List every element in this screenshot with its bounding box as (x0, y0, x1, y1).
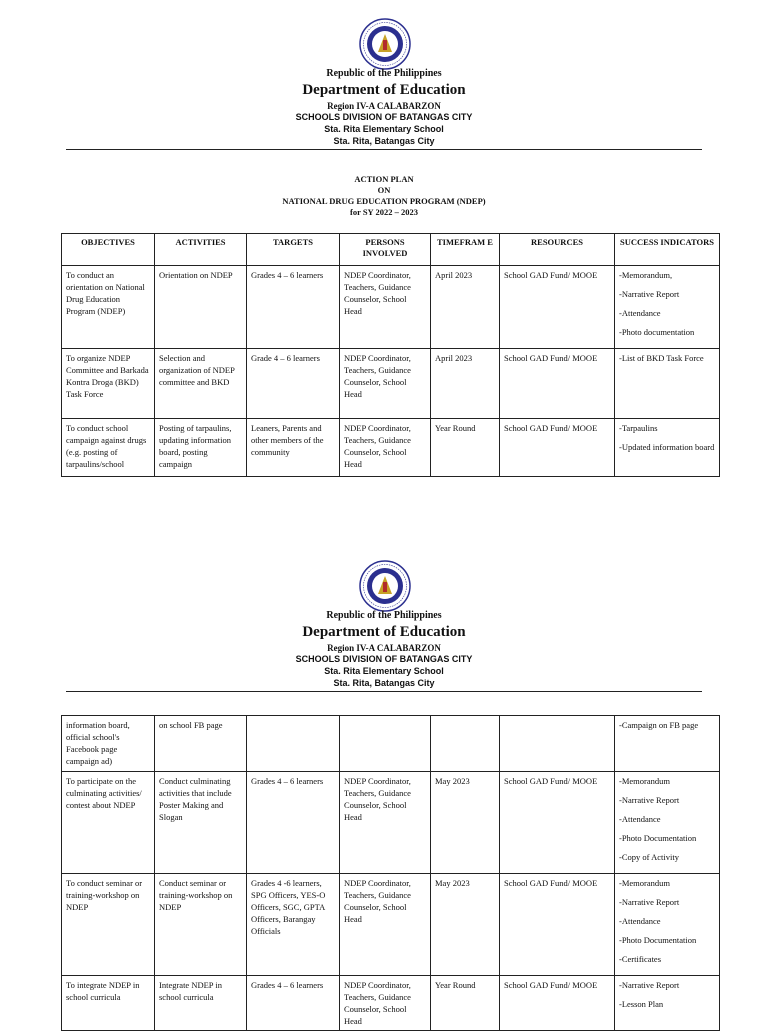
school-name: Sta. Rita Elementary School (324, 124, 444, 134)
objective-cell: To participate on the culminating activities/ contest about NDEP (62, 772, 155, 874)
targets-cell: Grade 4 – 6 learners (247, 349, 340, 419)
republic-line: Republic of the Philippines (326, 68, 442, 79)
timeframe-cell: Year Round (431, 419, 500, 477)
resources-cell: School GAD Fund/ MOOE (500, 874, 615, 976)
objective-cell: To conduct seminar or training-workshop on NDEP (62, 874, 155, 976)
header-divider (66, 149, 702, 150)
objective-cell: To conduct an orientation on National Drug Education Program (NDEP) (62, 266, 155, 349)
resources-cell: School GAD Fund/ MOOE (500, 419, 615, 477)
persons-cell: NDEP Coordinator, Teachers, Guidance Counselor, School Head (340, 772, 431, 874)
timeframe-cell: May 2023 (431, 874, 500, 976)
document-page-2 (0, 540, 768, 1024)
timeframe-cell: April 2023 (431, 349, 500, 419)
department-title: Department of Education (302, 624, 466, 640)
column-header: OBJECTIVES (62, 234, 155, 266)
indicator-item: -Campaign on FB page (619, 720, 699, 730)
table-row (62, 266, 720, 349)
indicator-item: -Certificates (619, 954, 662, 964)
activity-cell: Orientation on NDEP (155, 266, 247, 349)
school-address: Sta. Rita, Batangas City (333, 678, 435, 688)
table-header-row (62, 234, 720, 266)
resources-cell (500, 716, 615, 772)
timeframe-cell: May 2023 (431, 772, 500, 874)
action-plan-table-continued (61, 715, 720, 1031)
indicator-item: -Photo documentation (619, 327, 695, 337)
targets-cell: Grades 4 – 6 learners (247, 772, 340, 874)
indicators-cell (615, 349, 720, 419)
indicator-item: -Attendance (619, 814, 661, 824)
table-row (62, 874, 720, 976)
activity-cell: Conduct culminating activities that include Poster Making and Slogan (155, 772, 247, 874)
school-name: Sta. Rita Elementary School (324, 666, 444, 676)
persons-cell: NDEP Coordinator, Teachers, Guidance Counselor, School Head (340, 349, 431, 419)
activity-cell: on school FB page (155, 716, 247, 772)
indicator-item: -Tarpaulins (619, 423, 658, 433)
indicator-item: -Narrative Report (619, 795, 680, 805)
table-row (62, 349, 720, 419)
table-row (62, 772, 720, 874)
persons-cell: NDEP Coordinator, Teachers, Guidance Counselor, School Head (340, 419, 431, 477)
republic-line: Republic of the Philippines (326, 610, 442, 621)
table-row (62, 716, 720, 772)
division-line: SCHOOLS DIVISION OF BATANGAS CITY (295, 112, 473, 122)
title-line-4: for SY 2022 – 2023 (350, 207, 418, 217)
persons-cell (340, 716, 431, 772)
column-header: ACTIVITIES (155, 234, 247, 266)
indicator-item: -Narrative Report (619, 980, 680, 990)
resources-cell: School GAD Fund/ MOOE (500, 976, 615, 1031)
resources-cell: School GAD Fund/ MOOE (500, 772, 615, 874)
indicator-item: -List of BKD Task Force (619, 353, 704, 363)
indicators-cell (615, 976, 720, 1031)
objective-cell: information board, official school's Facebook page campaign ad) (62, 716, 155, 772)
indicators-cell (615, 874, 720, 976)
action-plan-title (0, 174, 768, 218)
column-header: TARGETS (247, 234, 340, 266)
persons-cell: NDEP Coordinator, Teachers, Guidance Counselor, School Head (340, 976, 431, 1031)
resources-cell: School GAD Fund/ MOOE (500, 266, 615, 349)
indicator-item: -Narrative Report (619, 897, 680, 907)
column-header: SUCCESS INDICATORS (615, 234, 720, 266)
persons-cell: NDEP Coordinator, Teachers, Guidance Counselor, School Head (340, 874, 431, 976)
deped-seal-logo (359, 18, 411, 70)
header-divider (66, 691, 702, 692)
region-line: Region IV-A CALABARZON (327, 643, 441, 653)
indicators-cell (615, 772, 720, 874)
indicator-item: -Narrative Report (619, 289, 680, 299)
targets-cell: Leaners, Parents and other members of the community (247, 419, 340, 477)
table-row (62, 419, 720, 477)
indicator-item: -Photo Documentation (619, 935, 697, 945)
timeframe-cell: Year Round (431, 976, 500, 1031)
timeframe-cell (431, 716, 500, 772)
indicator-item: -Attendance (619, 308, 661, 318)
title-line-3: NATIONAL DRUG EDUCATION PROGRAM (NDEP) (282, 196, 486, 206)
column-header: RESOURCES (500, 234, 615, 266)
department-title: Department of Education (302, 82, 466, 98)
targets-cell: Grades 4 -6 learners, SPG Officers, YES-O Officers, SGC, GPTA Officers, Barangay Officials (247, 874, 340, 976)
indicator-item: -Memorandum (619, 776, 670, 786)
indicator-item: -Photo Documentation (619, 833, 697, 843)
activity-cell: Conduct seminar or training-workshop on NDEP (155, 874, 247, 976)
column-header: PERSONS INVOLVED (340, 234, 431, 266)
indicators-cell (615, 419, 720, 477)
school-address: Sta. Rita, Batangas City (333, 136, 435, 146)
indicator-item: -Attendance (619, 916, 661, 926)
timeframe-cell: April 2023 (431, 266, 500, 349)
column-header: TIMEFRAM E (431, 234, 500, 266)
indicator-item: -Lesson Plan (619, 999, 664, 1009)
objective-cell: To organize NDEP Committee and Barkada Kontra Droga (BKD) Task Force (62, 349, 155, 419)
objective-cell: To integrate NDEP in school curricula (62, 976, 155, 1031)
objective-cell: To conduct school campaign against drugs (e.g. posting of tarpaulins/school (62, 419, 155, 477)
region-line: Region IV-A CALABARZON (327, 101, 441, 111)
targets-cell (247, 716, 340, 772)
activity-cell: Selection and organization of NDEP committee and BKD (155, 349, 247, 419)
action-plan-table (61, 233, 720, 477)
division-line: SCHOOLS DIVISION OF BATANGAS CITY (295, 654, 473, 664)
indicators-cell (615, 266, 720, 349)
indicator-item: -Updated information board (619, 442, 715, 452)
title-line-2: ON (377, 185, 391, 195)
indicator-item: -Memorandum (619, 878, 670, 888)
persons-cell: NDEP Coordinator, Teachers, Guidance Counselor, School Head (340, 266, 431, 349)
targets-cell: Grades 4 – 6 learners (247, 976, 340, 1031)
table-row (62, 976, 720, 1031)
activity-cell: Integrate NDEP in school curricula (155, 976, 247, 1031)
indicator-item: -Memorandum, (619, 270, 673, 280)
title-line-1: ACTION PLAN (354, 174, 414, 184)
indicators-cell (615, 716, 720, 772)
activity-cell: Posting of tarpaulins, updating information board, posting campaign (155, 419, 247, 477)
resources-cell: School GAD Fund/ MOOE (500, 349, 615, 419)
indicator-item: -Copy of Activity (619, 852, 679, 862)
deped-seal-logo (359, 560, 411, 612)
targets-cell: Grades 4 – 6 learners (247, 266, 340, 349)
